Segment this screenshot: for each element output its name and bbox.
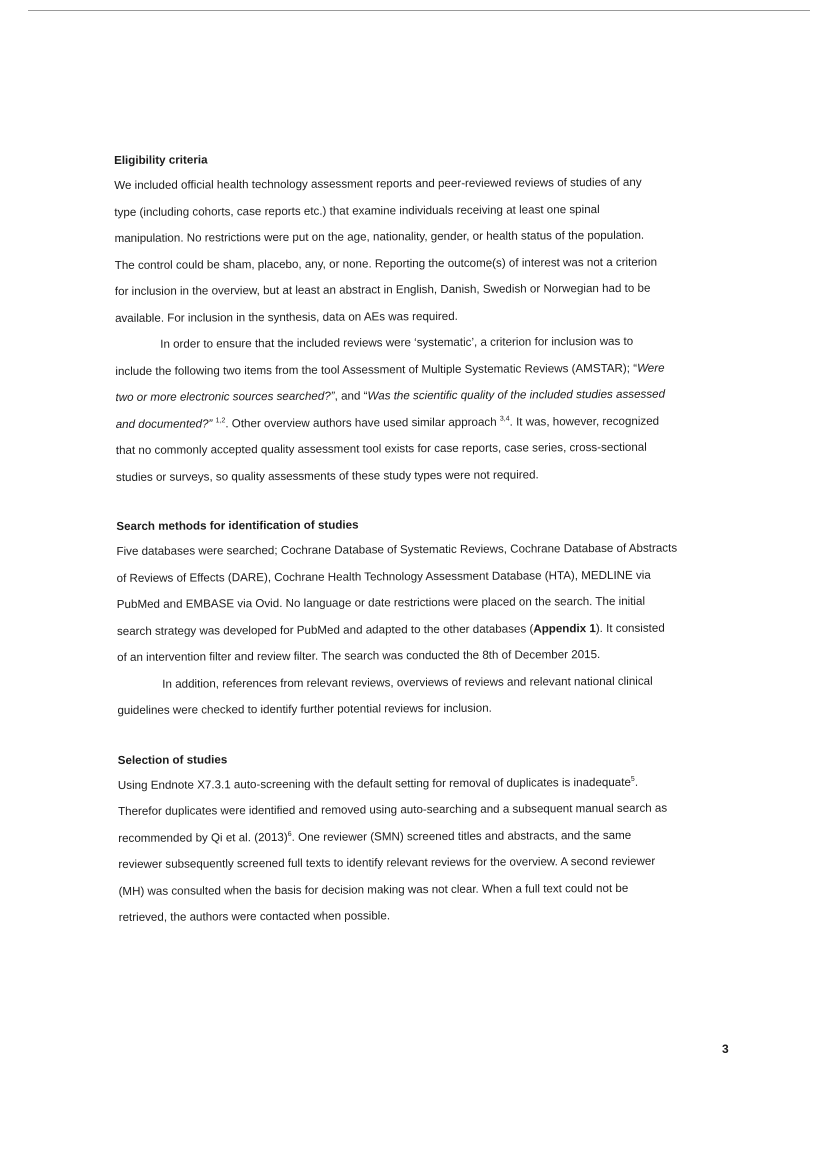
text-line: of Reviews of Effects (DARE), Cochrane Health Technology Assessment Database (HTA), MEDLINE via	[116, 568, 651, 585]
section-heading-search: Search methods for identification of studies	[116, 518, 359, 533]
text-run: ). It consisted	[595, 621, 665, 635]
text-run: search strategy was developed for PubMed and adapted to the other databases (	[116, 621, 534, 638]
section-heading-eligibility: Eligibility criteria	[114, 153, 208, 167]
italic-text: Was the scientific quality of the included studies assessed	[367, 387, 666, 403]
text-line	[118, 769, 730, 799]
text-run: include the following two items from the tool Assessment of Multiple Systematic Reviews (AMSTAR); “	[115, 361, 638, 378]
text-run: Using Endnote X7.3.1 auto-screening with the default setting for removal of duplicates is inadequate	[117, 775, 631, 792]
citation-superscript: 6	[287, 830, 292, 838]
citation-superscript: 3,4	[499, 415, 510, 423]
italic-text: and documented?”	[115, 416, 213, 431]
italic-text: two or more electronic sources searched?”	[115, 389, 335, 404]
text-line: of an intervention filter and review filter. The search was conducted the 8th of December 2015.	[117, 648, 601, 664]
text-line: In order to ensure that the included reviews were ‘systematic’, a criterion for inclusion was to	[160, 334, 634, 351]
text-run: , and “	[334, 389, 368, 403]
text-line: Therefor duplicates were identified and removed using auto-searching and a subsequent manual search as	[118, 801, 668, 818]
text-line: retrieved, the authors were contacted when possible.	[118, 909, 391, 924]
citation-superscript: 5	[630, 775, 635, 783]
text-line: guidelines were checked to identify further potential reviews for inclusion.	[117, 701, 492, 717]
text-line: In addition, references from relevant reviews, overviews of reviews and relevant national clinical	[162, 674, 653, 691]
text-line: reviewer subsequently screened full texts to identify relevant reviews for the overview. A second reviewer	[118, 854, 656, 871]
text-line: (MH) was consulted when the basis for decision making was not clear. When a full text could not be	[118, 881, 629, 898]
text-line	[115, 355, 727, 385]
section-selection	[118, 744, 731, 932]
section-heading-selection: Selection of studies	[117, 752, 228, 767]
text-run: . Other overview authors have used similar approach	[225, 415, 500, 430]
text-line	[116, 408, 728, 438]
text-line: type (including cohorts, case reports etc.) that examine individuals receiving at least one spinal	[114, 202, 600, 219]
text-line: manipulation. No restrictions were put on the age, nationality, gender, or health status of the population.	[114, 228, 645, 245]
document-body	[114, 144, 731, 931]
appendix-reference: Appendix 1	[533, 621, 596, 635]
section-eligibility	[114, 144, 728, 491]
text-run: recommended by Qi et al. (2013)	[118, 830, 288, 845]
text-line	[115, 381, 727, 411]
text-line: available. For inclusion in the synthesis, data on AEs was required.	[114, 309, 458, 325]
text-line: for inclusion in the overview, but at least an abstract in English, Danish, Swedish or Norwegian had to be	[114, 281, 651, 298]
italic-text: Were	[637, 361, 665, 375]
text-run: .	[634, 775, 639, 789]
text-line	[117, 615, 729, 645]
text-line	[118, 822, 730, 852]
section-search-methods	[116, 510, 729, 724]
top-rule	[28, 10, 810, 11]
page-number: 3	[722, 1042, 729, 1056]
citation-superscript: 1,2	[215, 416, 226, 424]
text-line: studies or surveys, so quality assessments of these study types were not required.	[115, 467, 539, 484]
text-line: PubMed and EMBASE via Ovid. No language or date restrictions were placed on the search. The initial	[116, 594, 646, 611]
text-line: We included official health technology assessment reports and peer-reviewed reviews of studies of any	[114, 175, 642, 192]
text-line: The control could be sham, placebo, any, or none. Reporting the outcome(s) of interest was not a criterion	[114, 255, 658, 272]
text-run: . One reviewer (SMN) screened titles and abstracts, and the same	[291, 828, 632, 844]
text-line: that no commonly accepted quality assessment tool exists for case reports, case series, cross-sectional	[115, 440, 647, 457]
text-line: Five databases were searched; Cochrane Database of Systematic Reviews, Cochrane Database of Abstracts	[116, 541, 678, 558]
text-run: . It was, however, recognized	[509, 414, 660, 429]
